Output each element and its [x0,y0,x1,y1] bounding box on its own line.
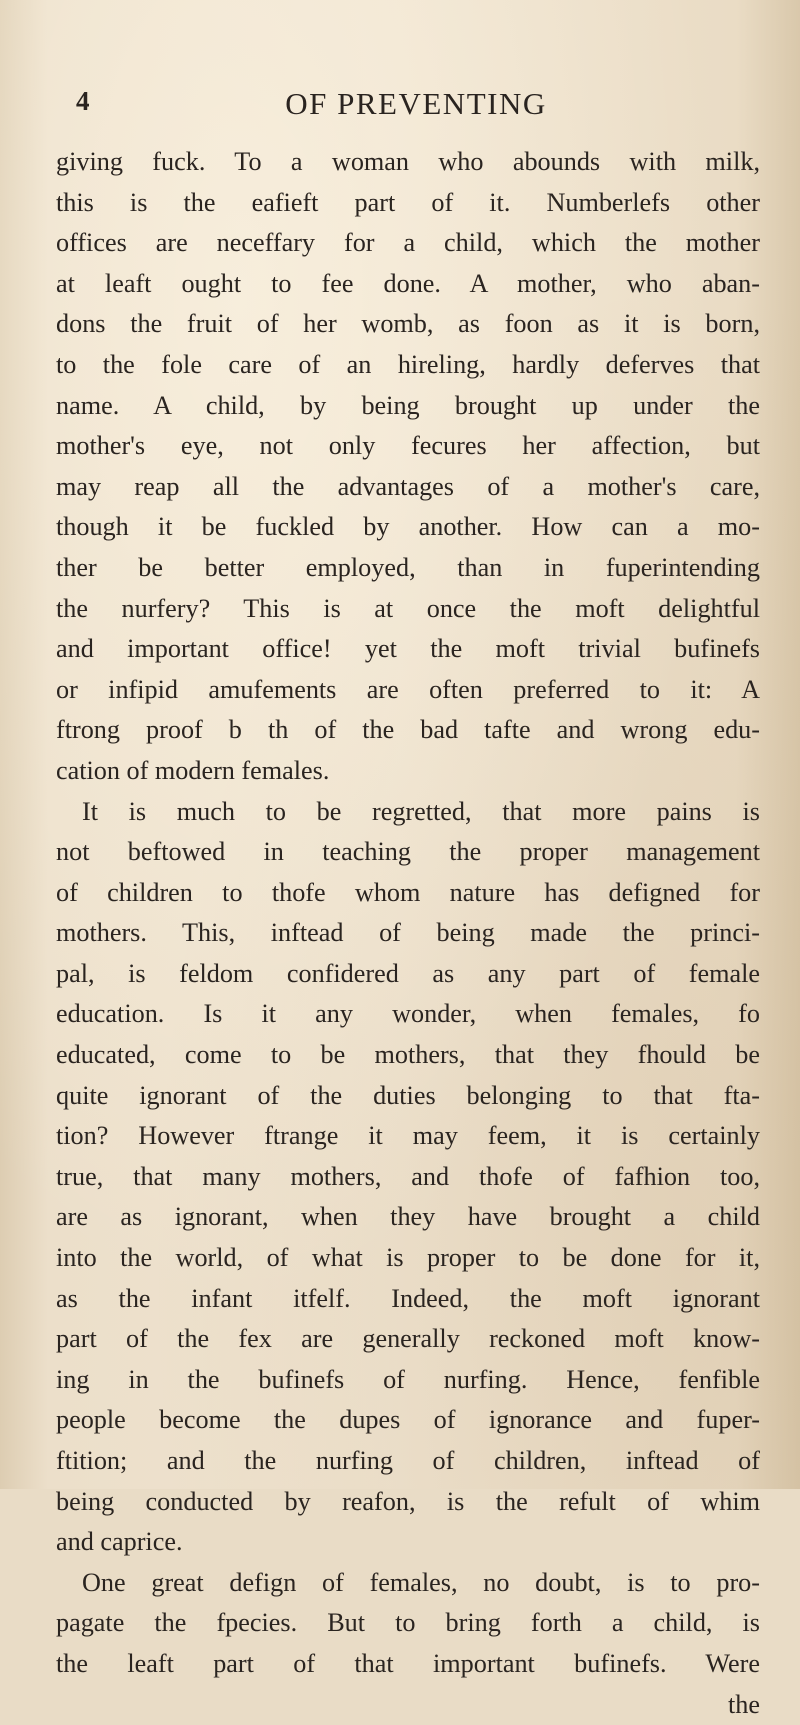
text-line: offices are neceffary for a child, which the mother [56,228,760,258]
text-line: people become the dupes of ignorance and fuper- [56,1405,760,1435]
text-line: ftition; and the nurfing of children, inftead of [56,1446,760,1475]
text-line: tion? However ftrange it may feem, it is certainly [56,1121,760,1151]
text-line: One great defign of females, no doubt, is to pro- [82,1567,760,1597]
page-header [76,86,736,126]
text-line: part of the fex are generally reckoned moft know- [56,1324,760,1354]
text-line: the leaft part of that important bufinefs. Were [56,1648,760,1678]
text-line: ftrong proof b th of the bad tafte and wrong edu- [56,715,760,745]
text-line: though it be fuckled by another. How can a mo- [56,512,760,542]
text-line: true, that many mothers, and thofe of fafhion too, [56,1161,760,1191]
text-line: and caprice. [56,1527,183,1557]
text-line: pal, is feldom confidered as any part of female [56,958,760,988]
text-line: being conducted by reafon, is the refult of whim [56,1486,760,1516]
text-line: ther be better employed, than in fuperintending [56,552,760,582]
text-line: dons the fruit of her womb, as foon as it is born, [56,309,760,339]
text-line: this is the eafieft part of it. Numberlefs other [56,187,760,217]
text-line: or infipid amufements are often preferred to it: A [56,674,760,704]
text-line: into the world, of what is proper to be done for it, [56,1243,760,1273]
text-line: name. A child, by being brought up under the [56,390,760,420]
text-line: mother's eye, not only fecures her affection, but [56,431,760,461]
text-line: mothers. This, inftead of being made the princi- [56,918,760,948]
text-line: and important office! yet the moft trivial bufinefs [56,634,760,664]
text-line: the nurfery? This is at once the moft delightful [56,593,760,623]
text-line: It is much to be regretted, that more pains is [82,796,760,826]
text-line: as the infant itfelf. Indeed, the moft ignorant [56,1283,760,1313]
text-line: ing in the bufinefs of nurfing. Hence, fenfible [56,1364,760,1394]
text-line: at leaft ought to fee done. A mother, who aban- [56,268,760,298]
catchword: the [728,1689,760,1719]
text-line: educated, come to be mothers, that they fhould be [56,1040,760,1070]
text-line: education. Is it any wonder, when females, fo [56,999,760,1029]
running-head: OF PREVENTING [285,86,547,121]
text-line: to the fole care of an hireling, hardly deferves that [56,349,760,379]
text-line: quite ignorant of the duties belonging to that fta- [56,1080,760,1110]
text-line: pagate the fpecies. But to bring forth a child, is [56,1608,760,1638]
text-line: are as ignorant, when they have brought a child [56,1202,760,1232]
text-line: cation of modern females. [56,755,330,785]
text-line: giving fuck. To a woman who abounds with milk, [56,147,760,176]
body-text [56,142,760,1725]
text-line: of children to thofe whom nature has defigned for [56,877,760,907]
page-number: 4 [76,86,90,116]
text-line: may reap all the advantages of a mother's care, [56,471,760,501]
text-line: not beftowed in teaching the proper management [56,837,760,867]
